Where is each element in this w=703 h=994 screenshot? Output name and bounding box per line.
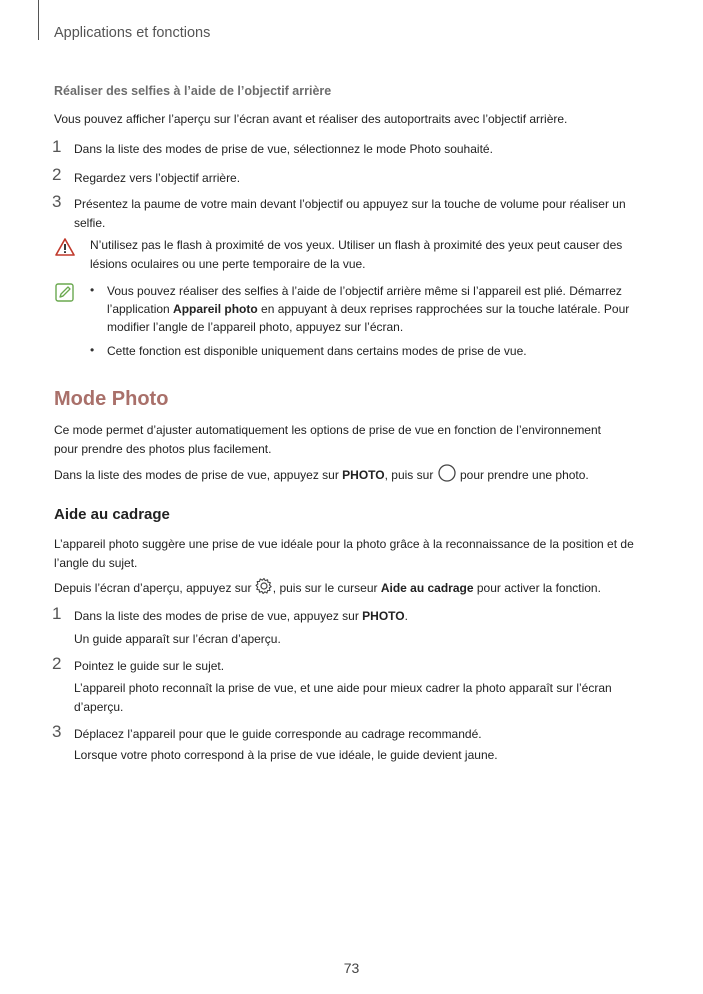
note-text: Cette fonction est disponible uniquement dans certains modes de prise de vue.: [107, 344, 527, 358]
step-text: Dans la liste des modes de prise de vue, sélectionnez le mode Photo souhaité.: [74, 142, 493, 156]
step-number: 1: [52, 137, 62, 156]
app-name: Appareil photo: [173, 302, 258, 316]
step-number: 3: [52, 722, 62, 741]
photo-label: PHOTO: [342, 468, 385, 483]
note-text-line: l’application Appareil photo en appuyant à deux reprises rapprochées sur la touche latérale. Pour: [107, 302, 630, 316]
step-subtext-line: d’aperçu.: [74, 700, 124, 714]
step-text-line: Présentez la paume de votre main devant l’objectif ou appuyez sur la touche de volume pour réaliser un: [74, 197, 626, 211]
header-rule: [38, 0, 39, 40]
gear-icon: [255, 577, 273, 601]
note-text-line: Vous pouvez réaliser des selfies à l’aide de l’objectif arrière même si l’appareil est plié. Démarrez: [107, 284, 622, 298]
page-header: Applications et fonctions: [54, 25, 211, 41]
step-number: 1: [52, 604, 62, 623]
step-text: Déplacez l’appareil pour que le guide corresponde au cadrage recommandé.: [74, 727, 482, 741]
paragraph-line: Dans la liste des modes de prise de vue, appuyez sur PHOTO, puis sur pour prendre une photo.: [54, 464, 589, 488]
step-subtext: Un guide apparaît sur l’écran d’aperçu.: [74, 632, 281, 646]
paragraph-line: Depuis l’écran d’aperçu, appuyez sur , puis sur le curseur Aide au cadrage pour activer la fonction.: [54, 577, 601, 601]
aide-cadrage-label: Aide au cadrage: [380, 581, 474, 596]
shutter-icon: [437, 464, 457, 488]
selfie-heading: Réaliser des selfies à l’aide de l’objectif arrière: [54, 84, 332, 98]
subsection-title: Aide au cadrage: [54, 506, 170, 523]
section-title: Mode Photo: [54, 388, 169, 410]
paragraph-line: L’appareil photo suggère une prise de vue idéale pour la photo grâce à la reconnaissance de la position et de: [54, 537, 634, 551]
photo-label: PHOTO: [362, 609, 405, 623]
step-text-line: selfie.: [74, 216, 106, 230]
step-number: 3: [52, 192, 62, 211]
step-text: Regardez vers l’objectif arrière.: [74, 171, 241, 185]
paragraph-line: pour prendre des photos plus facilement.: [54, 442, 272, 456]
step-text: Pointez le guide sur le sujet.: [74, 659, 225, 673]
bullet: •: [90, 343, 95, 357]
step-subtext: Lorsque votre photo correspond à la prise de vue idéale, le guide devient jaune.: [74, 748, 498, 762]
bullet: •: [90, 283, 95, 297]
paragraph-line: Ce mode permet d’ajuster automatiquement les options de prise de vue en fonction de l’environnement: [54, 423, 601, 437]
selfie-intro: Vous pouvez afficher l’aperçu sur l’écran avant et réaliser des autoportraits avec l’objectif arrière.: [54, 112, 568, 126]
note-text-line: modifier l’angle de l’appareil photo, appuyez sur l’écran.: [107, 320, 404, 334]
step-subtext-line: L’appareil photo reconnaît la prise de vue, et une aide pour mieux cadrer la photo apparaît sur l’écran: [74, 681, 612, 695]
warning-text-line: N’utilisez pas le flash à proximité de vos yeux. Utiliser un flash à proximité des yeux peut causer des: [90, 238, 623, 252]
step-number: 2: [52, 165, 62, 184]
warning-text-line: lésions oculaires ou une perte temporaire de la vue.: [90, 257, 366, 271]
note-icon: [55, 283, 74, 302]
page-number: 73: [343, 960, 360, 976]
paragraph-line: l’angle du sujet.: [54, 556, 138, 570]
step-number: 2: [52, 654, 62, 673]
warning-icon: [55, 238, 75, 256]
step-text: Dans la liste des modes de prise de vue, appuyez sur PHOTO.: [74, 609, 408, 623]
